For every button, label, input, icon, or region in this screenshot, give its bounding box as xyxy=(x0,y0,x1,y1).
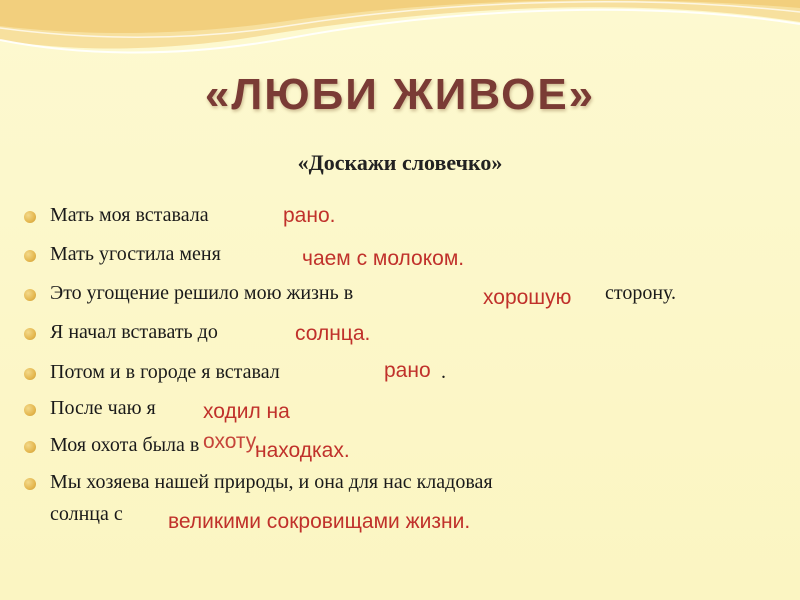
answer-text: рано. xyxy=(283,204,336,227)
answer-text: хорошую xyxy=(483,286,572,309)
answer-text: рано xyxy=(384,359,431,382)
bullet-icon xyxy=(24,404,36,416)
answer-text-continued: охоту. xyxy=(203,430,261,453)
sentence-line: Потом и в городе я вставал xyxy=(50,361,280,383)
sentence-line: После чаю я xyxy=(50,397,156,419)
slide-title: «ЛЮБИ ЖИВОЕ» xyxy=(204,70,596,119)
sentence-line: Я начал вставать до xyxy=(50,321,218,343)
answer-text: ходил на xyxy=(203,400,290,423)
sentence-line: Мать угостила меня xyxy=(50,243,221,265)
bullet-icon xyxy=(24,478,36,490)
bullet-icon xyxy=(24,441,36,453)
bullet-icon xyxy=(24,328,36,340)
slide-subtitle: «Доскажи словечко» xyxy=(297,150,503,175)
sentence-continuation: солнца с xyxy=(50,503,123,525)
bullet-icon xyxy=(24,250,36,262)
answer-text: великими сокровищами жизни. xyxy=(168,510,471,533)
sentence-line: Это угощение решило мою жизнь в xyxy=(50,282,354,304)
answer-text: находках. xyxy=(255,439,350,462)
bullet-icon xyxy=(24,289,36,301)
bullet-icon xyxy=(24,211,36,223)
bullet-icon xyxy=(24,368,36,380)
sentence-tail: сторону. xyxy=(605,282,677,304)
decorative-waves xyxy=(0,0,800,80)
answer-text: солнца. xyxy=(295,322,371,345)
sentence-line: Мы хозяева нашей природы, и она для нас кладовая xyxy=(50,471,493,493)
sentence-line: Моя охота была в xyxy=(50,434,200,456)
answer-text: чаем с молоком. xyxy=(302,247,465,270)
sentence-tail: . xyxy=(441,361,446,383)
sentence-line: Мать моя вставала xyxy=(50,204,209,226)
